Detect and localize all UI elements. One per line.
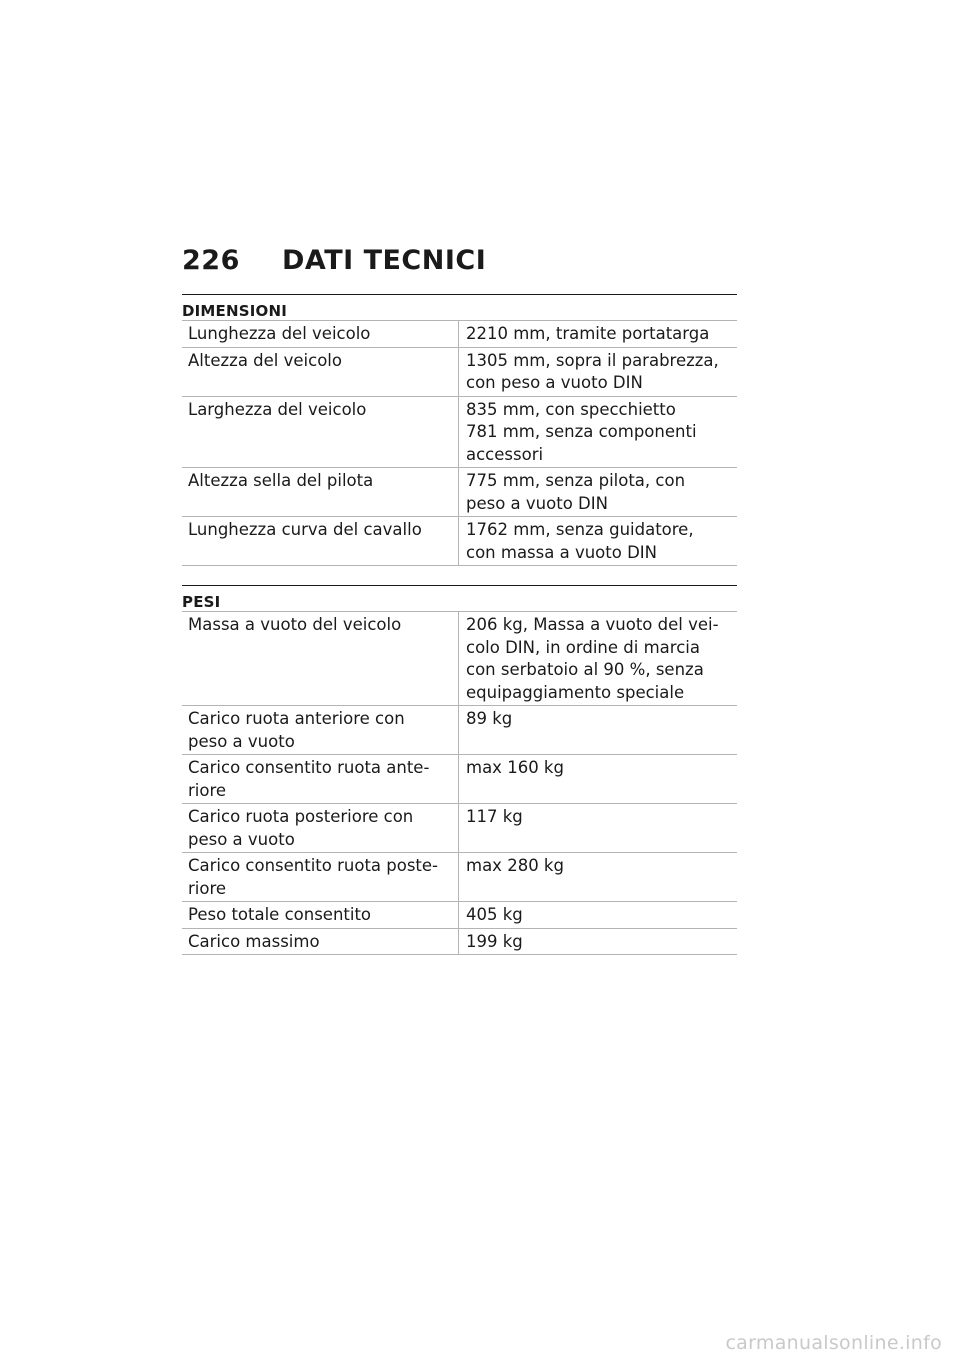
table-row [182, 853, 737, 902]
row-label: Lunghezza del veicolo [182, 321, 459, 347]
row-label: Carico ruota posteriore con peso a vuoto [182, 804, 459, 852]
table-row [182, 468, 737, 517]
row-value: 1762 mm, senza guidatore, con massa a vuoto DIN [466, 520, 694, 562]
row-value: 1305 mm, sopra il parabrezza, con peso a vuoto DIN [466, 350, 719, 392]
row-label: Carico consentito ruota ante- riore [182, 755, 459, 803]
table-row [182, 929, 737, 956]
table-row [182, 706, 737, 755]
row-label: Peso totale consentito [182, 902, 459, 928]
row-value: max 160 kg [466, 758, 564, 777]
dimensions-table [182, 321, 737, 566]
row-label: Carico massimo [182, 929, 459, 955]
dimensions-section [182, 294, 737, 566]
row-value: 835 mm, con specchietto 781 mm, senza componenti accessori [466, 399, 697, 464]
row-label: Carico consentito ruota poste- riore [182, 853, 459, 901]
table-row [182, 804, 737, 853]
table-row [182, 755, 737, 804]
row-value: 405 kg [466, 905, 523, 924]
row-value: 199 kg [466, 931, 523, 951]
section-title-dimensions: DIMENSIONI [182, 295, 737, 321]
table-row [182, 321, 737, 348]
row-label: Altezza del veicolo [182, 348, 459, 396]
page-number: 226 [182, 245, 240, 276]
row-label: Larghezza del veicolo [182, 397, 459, 468]
table-row [182, 348, 737, 397]
weights-section [182, 585, 737, 955]
row-value: 2210 mm, tramite portatarga [466, 324, 710, 343]
row-value: 89 kg [466, 709, 513, 728]
section-title-weights: PESI [182, 586, 737, 612]
watermark-link[interactable]: carmanualsonline.info [725, 1332, 942, 1354]
row-value: 775 mm, senza pilota, con peso a vuoto DIN [466, 471, 686, 513]
row-label: Altezza sella del pilota [182, 468, 459, 516]
table-row [182, 612, 737, 706]
chapter-title: DATI TECNICI [282, 245, 487, 276]
table-row [182, 902, 737, 929]
row-label: Massa a vuoto del veicolo [182, 612, 459, 705]
row-label: Lunghezza curva del cavallo [182, 517, 459, 565]
row-value: max 280 kg [466, 856, 564, 875]
page-header [182, 244, 742, 278]
table-row [182, 397, 737, 469]
row-label: Carico ruota anteriore con peso a vuoto [182, 706, 459, 754]
row-value: 206 kg, Massa a vuoto del vei- colo DIN, in ordine di marcia con serbatoio al 90 %, senza equipaggiamento speciale [466, 615, 719, 702]
row-value: 117 kg [466, 807, 523, 826]
weights-table [182, 612, 737, 955]
table-row [182, 517, 737, 566]
